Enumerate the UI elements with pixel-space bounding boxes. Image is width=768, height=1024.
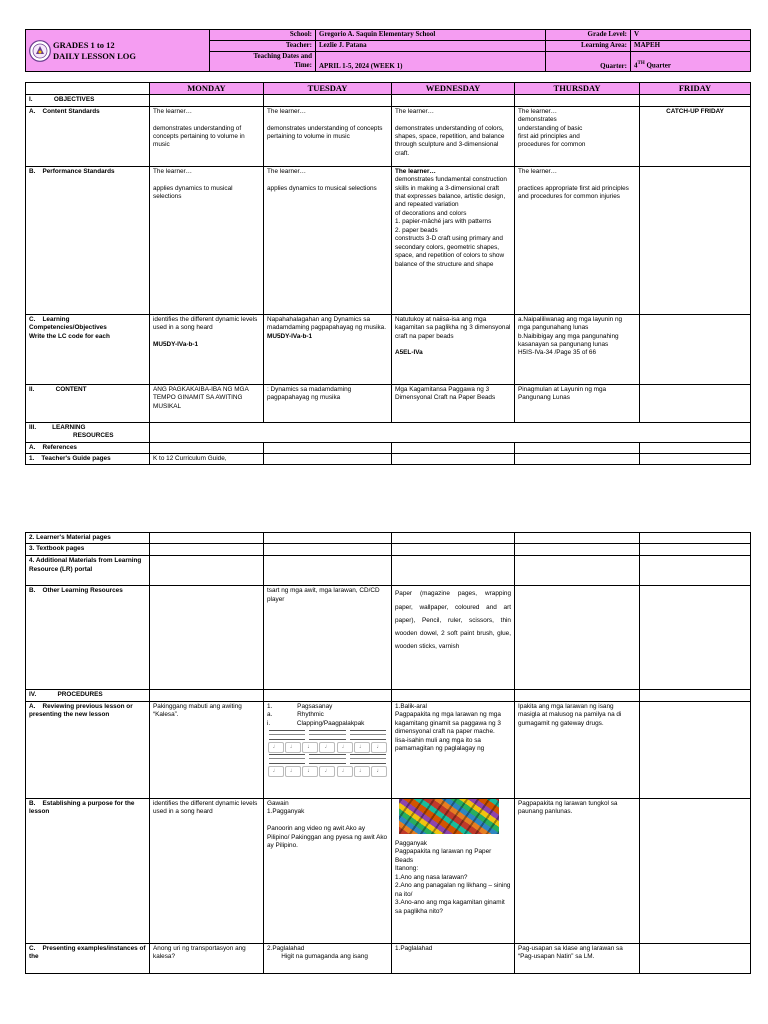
day-monday: MONDAY: [150, 83, 264, 95]
content-standards-thu: The learner… demonstrates understanding of basic first aid principles and procedures for common: [515, 106, 640, 166]
grade-label: Grade Level:: [546, 30, 631, 41]
presenting-thu: Pag-usapan sa klase ang larawan sa “Pag-usapan Natin” sa LM.: [515, 943, 640, 973]
learning-resources-label: III. LEARNING RESOURCES: [26, 422, 150, 442]
other-resources-wed: Paper (magazine pages, wrapping paper, wallpaper, coloured and art paper), Pencil, ruler, scissors, thin wooden dowel, 2 soft paint brush, glue, wooden sticks, varnish: [392, 586, 515, 690]
references-row: [26, 442, 751, 453]
learners-material-row: [26, 533, 751, 544]
paper-beads-photo: [399, 798, 499, 834]
purpose-tue: Gawain 1.Pagganyak Panoorin ang video ng awit Ako ay Pilipino/ Pakinggan ang pyesa ng awit Ako ay Pilipino.: [264, 798, 392, 943]
review-tue: 1. Pagsasanay a. Rhythmic i. Clapping/Paagpalakpak ♩ ♩ ♩ ♩ ♩ ♩ ♩ ♩ ♩ ♩ ♩ ♩ ♩ ♩: [264, 701, 392, 798]
content-row: [26, 384, 751, 422]
performance-standards-wed: The learner… demonstrates fundamental construction skills in making a 3-dimensional craft that expresses balance, artistic design, and repeated variation of decorations and colors 1. papier-mâché jars with patterns 2. paper beads constructs 3-D craft using primary and secondary colors, geometric shapes, space, and repetition of colors to show balance of the structure and shape: [392, 166, 515, 314]
grade-value: V: [631, 30, 751, 41]
presenting-label: C. Presenting examples/instances of the: [26, 943, 150, 973]
other-resources-tue: tsart ng mga awit, mga larawan, CD/CD player: [264, 586, 392, 690]
day-friday: FRIDAY: [640, 83, 751, 95]
textbook-row: [26, 544, 751, 556]
learning-resources-row: [26, 422, 751, 442]
presenting-mon: Anong uri ng transportasyon ang kalesa?: [150, 943, 264, 973]
other-resources-row: [26, 586, 751, 690]
performance-standards-tue: The learner… applies dynamics to musical selections: [264, 166, 392, 314]
learners-material-label: 2. Learner's Material pages: [26, 533, 150, 544]
day-wednesday: WEDNESDAY: [392, 83, 515, 95]
content-wed: Mga Kagamitansa Paggawa ng 3 Dimensyonal Craft na Paper Beads: [392, 384, 515, 422]
content-mon: ANG PAGKAKAIBA-IBA NG MGA TEMPO GINAMIT SA AWITING MUSIKAL: [150, 384, 264, 422]
review-thu: Ipakita ang mga larawan ng isang masigla at malusog na pamilya na di gumagamit ng gateway drugs.: [515, 701, 640, 798]
review-wed: 1.Balik-aral Pagpapakita ng mga larawan ng mga kagamitang ginamit sa paggawa ng 3 dimensyonal craft na paper mache. Iisa-isahin muli ang mga ito sa pamamagitan ng paglalagay ng: [392, 701, 515, 798]
days-header-row: [26, 83, 751, 95]
purpose-label: B. Establishing a purpose for the lesson: [26, 798, 150, 943]
procedures-row: [26, 690, 751, 701]
content-standards-tue: The learner… demonstrates understanding of concepts pertaining to volume in music: [264, 106, 392, 166]
lesson-log-table-page-1: [25, 82, 750, 465]
teacher-label: Teacher:: [210, 41, 316, 52]
content-standards-label: A. Content Standards: [26, 106, 150, 166]
content-thu: Pinagmulan at Layunin ng mga Pangunang Lunas: [515, 384, 640, 422]
clap-icons-1: ♩ ♩ ♩ ♩ ♩ ♩ ♩: [267, 742, 388, 752]
review-mon: Pakinggang mabuti ang awiting “Kalesa”.: [150, 701, 264, 798]
area-value: MAPEH: [631, 41, 751, 52]
teachers-guide-label: 1. Teacher's Guide pages: [26, 454, 150, 465]
review-label: A. Reviewing previous lesson or presenting the new lesson: [26, 701, 150, 798]
catch-up-friday: CATCH-UP FRIDAY: [640, 106, 751, 166]
area-label: Learning Area:: [546, 41, 631, 52]
clap-icons-2: ♩ ♩ ♩ ♩ ♩ ♩ ♩: [267, 766, 388, 776]
content-tue: : Dynamics sa madamdaming pagpapahayag ng musika: [264, 384, 392, 422]
purpose-wed: Pagganyak Pagpapakita ng larawan ng Paper Beads Itanong: 1.Ano ang nasa larawan? 2.Ano ang panagalan ng likhang – sining na ito/ 3.Ano-ano ang mga kagamitan ginamit sa paglikha nito?: [392, 798, 515, 943]
teachers-guide-row: [26, 454, 751, 465]
competencies-row: [26, 314, 751, 384]
presenting-row: [26, 943, 751, 973]
quarter-label: Quarter:: [546, 52, 631, 72]
textbook-label: 3. Textbook pages: [26, 544, 150, 556]
competencies-wed: Natutukoy at naiisa-isa ang mga kagamitan sa paglikha ng 3 dimensyonal craft na paper beads A5EL-IVa: [392, 314, 515, 384]
content-standards-wed: The learner… demonstrates understanding of colors, shapes, space, repetition, and balance through sculpture and 3-dimensional craft.: [392, 106, 515, 166]
other-resources-label: B. Other Learning Resources: [26, 586, 150, 690]
additional-materials-row: [26, 556, 751, 586]
presenting-wed: 1.Paglalahad: [392, 943, 515, 973]
teachers-guide-mon: K to 12 Curriculum Guide,: [150, 454, 264, 465]
content-standards-mon: The learner… demonstrates understanding of concepts pertaining to volume in music: [150, 106, 264, 166]
competencies-mon: identifies the different dynamic levels used in a song heard MU5DY-IVa-b-1: [150, 314, 264, 384]
rhythm-staff-1: [267, 728, 388, 742]
school-label: School:: [210, 30, 316, 41]
performance-standards-row: [26, 166, 751, 314]
rhythm-staff-2: [267, 752, 388, 766]
performance-standards-thu: The learner… practices appropriate first aid principles and procedures for common injuries: [515, 166, 640, 314]
quarter-value: 4TH Quarter: [631, 52, 751, 72]
procedures-label: IV. PROCEDURES: [26, 690, 150, 701]
dates-label: Teaching Dates and Time:: [210, 52, 316, 72]
competencies-tue: Napahahalagahan ang Dynamics sa madamdaming pagpapahayag ng musika. MU5DY-IVa-b-1: [264, 314, 392, 384]
performance-standards-label: B. Performance Standards: [26, 166, 150, 314]
log-title: [26, 30, 210, 72]
review-row: [26, 701, 751, 798]
performance-standards-mon: The learner… applies dynamics to musical selections: [150, 166, 264, 314]
deped-seal-icon: [29, 40, 51, 62]
presenting-tue: 2.Paglalahad Higit na gumaganda ang isang: [264, 943, 392, 973]
purpose-row: [26, 798, 751, 943]
dates-value: APRIL 1-5, 2024 (WEEK 1): [316, 52, 546, 72]
objectives-label: I. OBJECTIVES: [26, 95, 150, 106]
competencies-label: C. Learning Competencies/Objectives Write the LC code for each: [26, 314, 150, 384]
additional-materials-label: 4. Additional Materials from Learning Resource (LR) portal: [26, 556, 150, 586]
lesson-log-table-page-2: [25, 532, 750, 974]
content-label: II. CONTENT: [26, 384, 150, 422]
teacher-value: Lezlie J. Patana: [316, 41, 546, 52]
school-value: Gregorio A. Saquin Elementary School: [316, 30, 546, 41]
day-thursday: THURSDAY: [515, 83, 640, 95]
purpose-thu: Pagpapakita ng larawan tungkol sa paunang panlunas.: [515, 798, 640, 943]
objectives-row: [26, 95, 751, 106]
lesson-log-header: [25, 29, 750, 72]
purpose-mon: identifies the different dynamic levels used in a song heard: [150, 798, 264, 943]
day-tuesday: TUESDAY: [264, 83, 392, 95]
title-line-2: DAILY LESSON LOG: [53, 50, 136, 61]
title-line-1: GRADES 1 to 12: [53, 39, 115, 50]
content-standards-row: [26, 106, 751, 166]
references-label: A. References: [26, 442, 150, 453]
competencies-thu: a.Naipaliliwanag ang mga layunin ng mga pangunahang lunas b.Naibibigay ang mga pangunahing kasanayan sa pangunang lunas H5IS-IVa-34 /Page 35 of 66: [515, 314, 640, 384]
